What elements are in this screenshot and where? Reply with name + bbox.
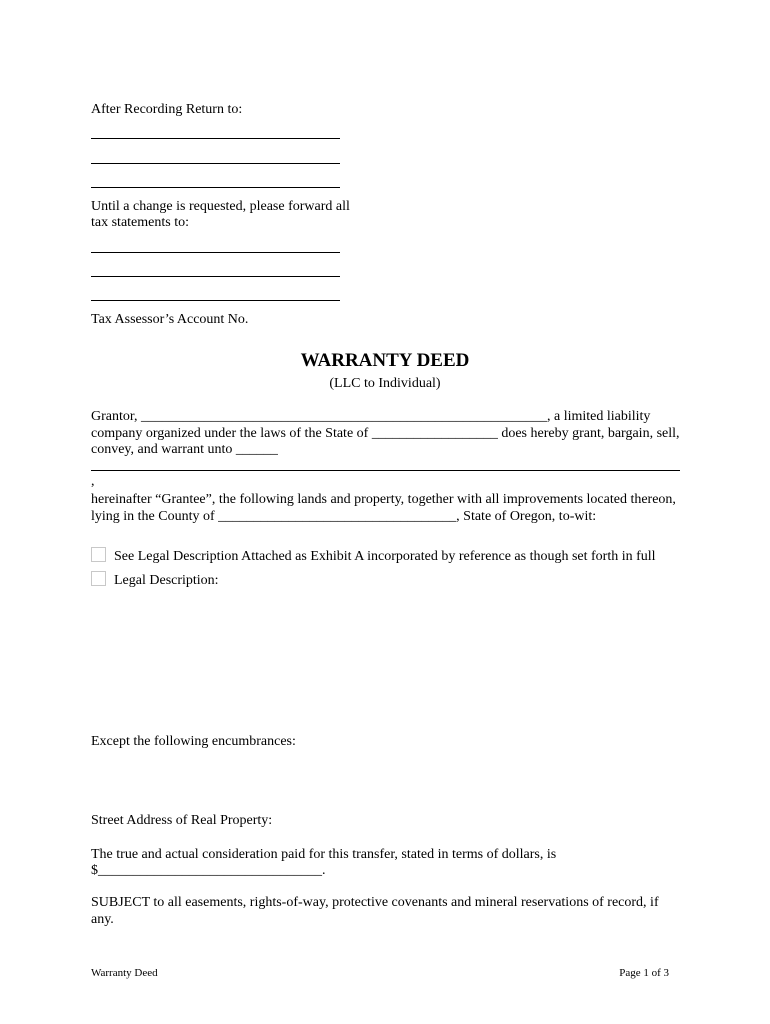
return-line-1 (91, 138, 340, 139)
subject-line-1: SUBJECT to all easements, rights-of-way, protective covenants and mineral reservations of record, if (91, 895, 659, 910)
exhibit-checkbox[interactable] (91, 547, 106, 562)
grantor-line-3: convey, and warrant unto ______ (91, 442, 278, 457)
legal-description-label: Legal Description: (114, 573, 219, 588)
consideration-line-2: $________________________________. (91, 863, 326, 878)
tax-line-3 (91, 300, 340, 301)
tax-statement-line-2: tax statements to: (91, 215, 189, 230)
subject-line-2: any. (91, 912, 114, 927)
tax-line-1 (91, 252, 340, 253)
return-to-label: After Recording Return to: (91, 102, 243, 117)
grantee-line-1: hereinafter “Grantee”, the following lands and property, together with all improvements located thereon, (91, 492, 676, 507)
exhibit-option-label: See Legal Description Attached as Exhibit A incorporated by reference as though set forth in full (114, 549, 656, 564)
document-subtitle: (LLC to Individual) (329, 376, 441, 391)
grantee-name-line (91, 470, 680, 471)
encumbrances-label: Except the following encumbrances: (91, 734, 296, 749)
grantor-line-2: company organized under the laws of the State of __________________ does hereby grant, bargain, sell, (91, 426, 680, 441)
tax-statement-line-1: Until a change is requested, please forward all (91, 199, 350, 214)
tax-line-2 (91, 276, 340, 277)
grantee-comma: , (91, 474, 95, 489)
tax-assessor-label: Tax Assessor’s Account No. (91, 312, 249, 327)
footer-page-number: Page 1 of 3 (619, 967, 669, 979)
grantee-line-2: lying in the County of __________________________________, State of Oregon, to-wit: (91, 509, 597, 524)
return-line-3 (91, 187, 340, 188)
legal-description-checkbox[interactable] (91, 571, 106, 586)
consideration-line-1: The true and actual consideration paid for this transfer, stated in terms of dollars, is (91, 847, 557, 862)
document-title: WARRANTY DEED (300, 350, 470, 371)
grantor-line-1: Grantor, __________________________________________________________, a limited liability (91, 409, 651, 424)
footer-title: Warranty Deed (91, 967, 158, 979)
street-address-label: Street Address of Real Property: (91, 813, 273, 828)
return-line-2 (91, 163, 340, 164)
